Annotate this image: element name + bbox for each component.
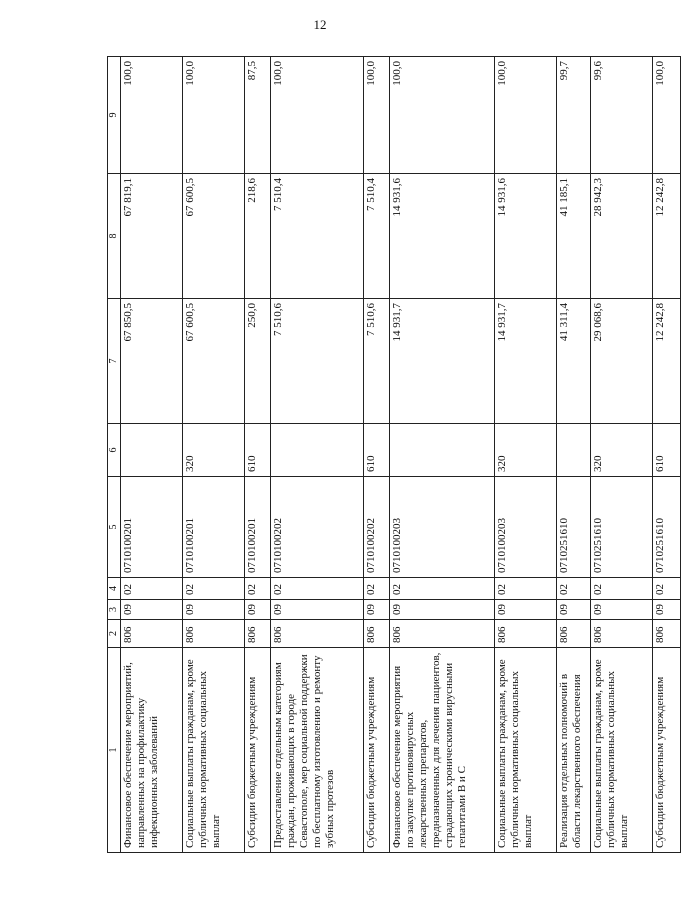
expense-type-cell: 610: [653, 424, 681, 477]
section-code-cell: 09: [495, 600, 557, 620]
column-number: 1: [108, 648, 121, 853]
row-name-cell: Финансовое обеспечение мероприятий, направленных на профилактику инфекционных заболеваний: [121, 648, 183, 853]
column-number: 4: [108, 578, 121, 600]
planned-amount-cell: 41 311,4: [557, 299, 591, 424]
table-row: [183, 57, 245, 853]
table-row: [495, 57, 557, 853]
section-code-cell: 09: [121, 600, 183, 620]
planned-amount-cell: 12 242,8: [653, 299, 681, 424]
expense-type-cell: 320: [591, 424, 653, 477]
ministry-code-cell: 806: [121, 620, 183, 648]
column-number: 3: [108, 600, 121, 620]
expense-type-cell: [271, 424, 364, 477]
target-article-cell: 0710100202: [364, 477, 390, 578]
execution-percent-cell: 100,0: [364, 57, 390, 174]
subsection-code-cell: 02: [653, 578, 681, 600]
column-number: 6: [108, 424, 121, 477]
section-code-cell: 09: [271, 600, 364, 620]
expense-type-cell: [390, 424, 495, 477]
row-name-cell: Финансовое обеспечение мероприятия по закупке противовирусных лекарственных препаратов, предназначенных для лечения пациентов, страдающих хроническими вирусными гепатитами B и C: [390, 648, 495, 853]
table-row: [121, 57, 183, 853]
subsection-code-cell: 02: [183, 578, 245, 600]
column-number: 8: [108, 174, 121, 299]
execution-percent-cell: 99,7: [557, 57, 591, 174]
expense-type-cell: 320: [183, 424, 245, 477]
planned-amount-cell: 67 850,5: [121, 299, 183, 424]
ministry-code-cell: 806: [183, 620, 245, 648]
row-name-cell: Субсидии бюджетным учреждениям: [653, 648, 681, 853]
row-name-cell: Субсидии бюджетным учреждениям: [364, 648, 390, 853]
execution-percent-cell: 99,6: [591, 57, 653, 174]
execution-percent-cell: 87,5: [245, 57, 271, 174]
target-article-cell: 0710100203: [495, 477, 557, 578]
target-article-cell: 0710100201: [245, 477, 271, 578]
planned-amount-cell: 14 931,7: [390, 299, 495, 424]
target-article-cell: 0710100202: [271, 477, 364, 578]
subsection-code-cell: 02: [495, 578, 557, 600]
column-number: 9: [108, 57, 121, 174]
planned-amount-cell: 67 600,5: [183, 299, 245, 424]
table-row: [364, 57, 390, 853]
row-name-cell: Социальные выплаты гражданам, кроме публичных нормативных социальных выплат: [495, 648, 557, 853]
subsection-code-cell: 02: [390, 578, 495, 600]
executed-amount-cell: 67 600,5: [183, 174, 245, 299]
ministry-code-cell: 806: [591, 620, 653, 648]
executed-amount-cell: 14 931,6: [495, 174, 557, 299]
expense-type-cell: 320: [495, 424, 557, 477]
subsection-code-cell: 02: [557, 578, 591, 600]
target-article-cell: 0710100201: [121, 477, 183, 578]
row-name-cell: Субсидии бюджетным учреждениям: [245, 648, 271, 853]
subsection-code-cell: 02: [271, 578, 364, 600]
ministry-code-cell: 806: [271, 620, 364, 648]
budget-table: [107, 56, 681, 853]
column-number: 7: [108, 299, 121, 424]
executed-amount-cell: 7 510,4: [271, 174, 364, 299]
column-number: 2: [108, 620, 121, 648]
section-code-cell: 09: [390, 600, 495, 620]
execution-percent-cell: 100,0: [183, 57, 245, 174]
table-row: [591, 57, 653, 853]
planned-amount-cell: 250,0: [245, 299, 271, 424]
target-article-cell: 0710251610: [653, 477, 681, 578]
execution-percent-cell: 100,0: [271, 57, 364, 174]
target-article-cell: 0710100203: [390, 477, 495, 578]
section-code-cell: 09: [245, 600, 271, 620]
section-code-cell: 09: [557, 600, 591, 620]
planned-amount-cell: 14 931,7: [495, 299, 557, 424]
row-name-cell: Социальные выплаты гражданам, кроме публичных нормативных социальных выплат: [591, 648, 653, 853]
execution-percent-cell: 100,0: [121, 57, 183, 174]
planned-amount-cell: 7 510,6: [364, 299, 390, 424]
expense-type-cell: 610: [245, 424, 271, 477]
subsection-code-cell: 02: [364, 578, 390, 600]
target-article-cell: 0710251610: [557, 477, 591, 578]
planned-amount-cell: 7 510,6: [271, 299, 364, 424]
expense-type-cell: [121, 424, 183, 477]
target-article-cell: 0710100201: [183, 477, 245, 578]
subsection-code-cell: 02: [245, 578, 271, 600]
section-code-cell: 09: [653, 600, 681, 620]
executed-amount-cell: 67 819,1: [121, 174, 183, 299]
expense-type-cell: 610: [364, 424, 390, 477]
planned-amount-cell: 29 068,6: [591, 299, 653, 424]
expense-type-cell: [557, 424, 591, 477]
table-row: [653, 57, 681, 853]
table-row: [271, 57, 364, 853]
column-number: 5: [108, 477, 121, 578]
executed-amount-cell: 12 242,8: [653, 174, 681, 299]
page-number: 12: [313, 17, 327, 32]
table-row: [245, 57, 271, 853]
target-article-cell: 0710251610: [591, 477, 653, 578]
execution-percent-cell: 100,0: [495, 57, 557, 174]
row-name-cell: Предоставление отдельным категориям граждан, проживающих в городе Севастополе, мер социальной поддержки по бесплатному изготовлению и ремонту зубных протезов: [271, 648, 364, 853]
rotated-table-frame: [107, 57, 666, 853]
section-code-cell: 09: [591, 600, 653, 620]
row-name-cell: Реализация отдельных полномочий в области лекарственного обеспечения: [557, 648, 591, 853]
subsection-code-cell: 02: [591, 578, 653, 600]
table-row: [557, 57, 591, 853]
executed-amount-cell: 218,6: [245, 174, 271, 299]
ministry-code-cell: 806: [245, 620, 271, 648]
section-code-cell: 09: [364, 600, 390, 620]
ministry-code-cell: 806: [653, 620, 681, 648]
executed-amount-cell: 7 510,4: [364, 174, 390, 299]
executed-amount-cell: 14 931,6: [390, 174, 495, 299]
ministry-code-cell: 806: [364, 620, 390, 648]
row-name-cell: Социальные выплаты гражданам, кроме публичных нормативных социальных выплат: [183, 648, 245, 853]
column-number-row: [108, 57, 121, 853]
ministry-code-cell: 806: [390, 620, 495, 648]
section-code-cell: 09: [183, 600, 245, 620]
ministry-code-cell: 806: [495, 620, 557, 648]
subsection-code-cell: 02: [121, 578, 183, 600]
executed-amount-cell: 41 185,1: [557, 174, 591, 299]
execution-percent-cell: 100,0: [653, 57, 681, 174]
ministry-code-cell: 806: [557, 620, 591, 648]
table-row: [390, 57, 495, 853]
execution-percent-cell: 100,0: [390, 57, 495, 174]
executed-amount-cell: 28 942,3: [591, 174, 653, 299]
